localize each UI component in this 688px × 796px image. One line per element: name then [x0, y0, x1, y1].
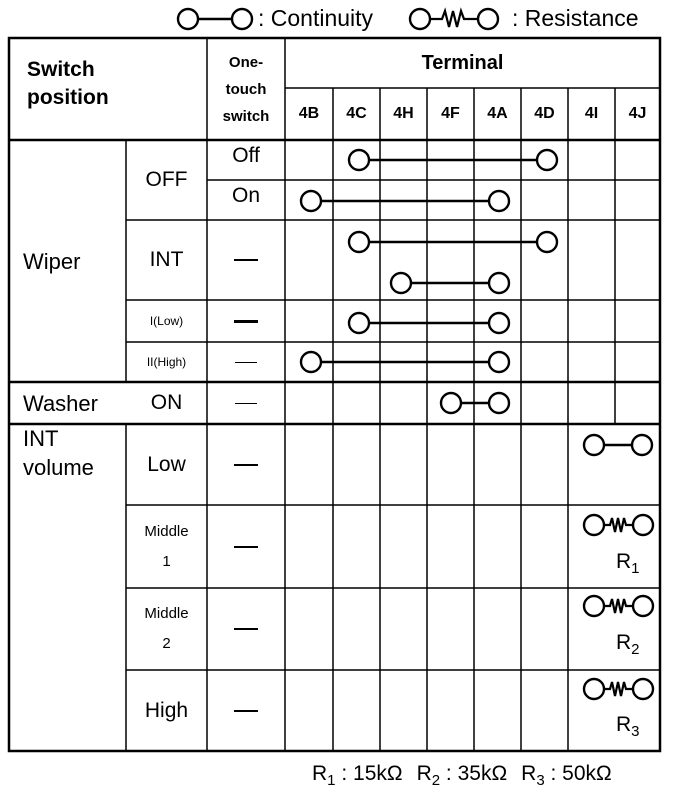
footer-r2: [416, 762, 508, 789]
group-int-volume: [9, 424, 126, 751]
r2-letter: R: [616, 631, 632, 654]
onetouch-dash-vol-high: [207, 670, 285, 751]
resistance-vol-middle2: [584, 596, 653, 616]
footer-r2-value: : 35kΩ: [440, 762, 508, 785]
footer-r1-letter: R: [312, 762, 328, 785]
onetouch-on: On: [231, 184, 260, 207]
r1-letter: R: [616, 550, 632, 573]
footer-r1-value: : 15kΩ: [335, 762, 403, 785]
resistor-label-r2: [616, 631, 640, 658]
terminal-4c: 4C: [346, 105, 367, 122]
footer-r3-value: : 50kΩ: [544, 762, 612, 785]
footer-r1-sub: 1: [327, 772, 336, 789]
switch-position-line2: position: [27, 86, 109, 109]
r2-subscript: 2: [631, 641, 640, 658]
position-washer-on: ON: [150, 391, 183, 414]
onetouch-dash-vol-middle2: [207, 588, 285, 670]
terminal-4b: 4B: [298, 105, 320, 122]
footer-r3-sub: 3: [536, 772, 545, 789]
middle1-label: Middle: [144, 522, 189, 540]
connection-wiper-off-on: [301, 191, 509, 211]
onetouch-dash-vol-low: [207, 424, 285, 505]
onetouch-dash-high: [207, 342, 285, 382]
position-int: INT: [149, 248, 184, 271]
one-touch-line2: touch: [225, 80, 267, 98]
resistance-vol-middle1: [584, 515, 653, 535]
position-high: II(High): [146, 355, 187, 369]
switch-position-header: [9, 38, 207, 140]
position-off: OFF: [145, 168, 188, 191]
r1-subscript: 1: [631, 560, 640, 577]
terminal-header: Terminal: [421, 51, 504, 74]
footer-r3-letter: R: [521, 762, 537, 785]
footer-r3: [521, 762, 612, 789]
connection-wiper-high: [301, 352, 509, 372]
onetouch-off: Off: [232, 144, 260, 167]
terminal-4f: 4F: [441, 105, 460, 122]
position-vol-middle2: [126, 588, 207, 670]
middle1-number: 1: [162, 552, 171, 570]
footer-r1: [312, 762, 403, 789]
group-wiper: Wiper: [23, 248, 81, 274]
terminal-4j: 4J: [628, 105, 647, 122]
footer-r2-letter: R: [416, 762, 432, 785]
connection-wiper-int-b: [391, 273, 509, 293]
connection-vol-low: [584, 435, 652, 455]
middle2-number: 2: [162, 635, 171, 652]
one-touch-switch-header: [207, 38, 285, 140]
connection-washer-on: [441, 393, 509, 413]
terminal-4a: 4A: [487, 105, 508, 122]
position-vol-middle1: [126, 505, 207, 588]
r3-letter: R: [616, 713, 632, 736]
one-touch-line1: One-: [228, 53, 264, 71]
terminal-4h: 4H: [393, 105, 414, 122]
position-vol-high: High: [144, 698, 189, 722]
position-vol-low: Low: [147, 452, 186, 476]
footer-r2-sub: 2: [431, 772, 441, 789]
resistor-label-r3: [616, 713, 640, 740]
resistance-label: : Resistance: [512, 5, 639, 31]
int-volume-line2: volume: [23, 455, 94, 480]
terminal-4d: 4D: [534, 105, 555, 122]
resistor-label-r1: [616, 550, 640, 577]
onetouch-dash-vol-middle1: [207, 505, 285, 588]
one-touch-line3: switch: [222, 107, 270, 125]
int-volume-line1: INT: [23, 426, 59, 451]
connection-wiper-low: [349, 313, 509, 333]
switch-position-line1: Switch: [27, 58, 95, 81]
resistance-values-footer: [312, 762, 612, 789]
onetouch-dash-int: [207, 220, 285, 300]
onetouch-dash-washer: [207, 382, 285, 424]
group-washer: Washer: [23, 390, 98, 416]
onetouch-dash-low: [207, 300, 285, 342]
middle2-label: Middle: [144, 605, 189, 622]
resistance-vol-high: [584, 679, 653, 699]
r3-subscript: 3: [631, 723, 640, 740]
position-low: I(Low): [149, 314, 184, 328]
terminal-4i: 4I: [584, 105, 599, 122]
continuity-label: : Continuity: [258, 5, 374, 31]
